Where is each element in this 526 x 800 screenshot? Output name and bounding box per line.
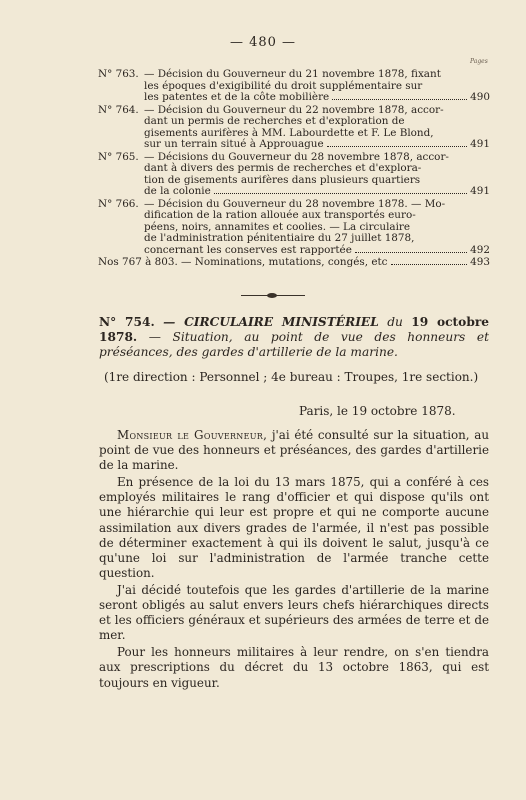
toc-entry-line: concernant les conserves est rapportée	[144, 243, 352, 256]
toc-entry-page: 491	[470, 185, 490, 197]
toc-entry-line: de l'administration pénitentiaire du 27 juillet 1878,	[144, 232, 415, 244]
toc-entry-page: 491	[470, 138, 490, 150]
circular-title: — CIRCULAIRE MINISTÉRIEL	[163, 315, 379, 329]
circular-subtitle: — Situation, au point de vue des honneurs et préséances, des gardes d'artillerie de la marine.	[99, 330, 489, 359]
toc-entry-page: 490	[470, 91, 490, 103]
page-number: — 480 —	[229, 35, 297, 50]
toc-entry-number: N° 764.	[98, 103, 139, 116]
body-paragraph: J'ai décidé toutefois que les gardes d'artillerie de la marine seront obligés au salut envers leurs chefs hiérarchiques directs et les officiers généraux et supérieurs des armées de terre et de mer.	[99, 582, 489, 643]
toc-entry-line: — Décisions du Gouverneur du 28 novembre 1878, accor-	[144, 150, 449, 163]
toc-entry-line: dant un permis de recherches et d'exploration de	[144, 115, 405, 127]
toc-entry-line: Nos 767 à 803. — Nominations, mutations, congés, etc	[98, 256, 388, 268]
circular-title-date: 19 octobre 1878.	[99, 315, 490, 344]
circular-body	[99, 428, 489, 693]
dot-leader	[332, 99, 467, 100]
toc-entry-line: dification de la ration allouée aux transportés euro-	[144, 209, 416, 221]
toc-entry-line: péens, noirs, annamites et coolies. — La circulaire	[144, 220, 411, 233]
toc-entry-line: sur un terrain situé à Approuague	[144, 138, 324, 150]
circular-title-du: du	[387, 315, 403, 329]
dot-leader	[391, 264, 468, 265]
toc-entry	[98, 105, 490, 151]
section-divider-ornament	[241, 295, 305, 296]
toc-entry-line: — Décision du Gouverneur du 22 novembre 1878, accor-	[144, 103, 444, 116]
body-paragraph: Pour les honneurs militaires à leur rendre, on s'en tiendra aux prescriptions du décret du 13 octobre 1863, qui est toujours en vigueur.	[99, 645, 489, 690]
table-of-contents	[98, 69, 490, 270]
toc-entry	[98, 199, 490, 257]
toc-entry-page: 493	[470, 256, 490, 268]
toc-entry-line: dant à divers des permis de recherches et d'explora-	[144, 162, 422, 174]
circular-number: N° 754.	[99, 315, 155, 329]
toc-entry-page: 492	[470, 243, 490, 256]
circular-place-date: Paris, le 19 octobre 1878.	[299, 404, 456, 418]
toc-entry-line: les patentes et de la côte mobilière	[144, 91, 330, 103]
dot-leader	[355, 252, 467, 253]
toc-entry-number: N° 766.	[98, 197, 139, 210]
toc-entry	[98, 257, 490, 269]
pages-column-label: Pages	[470, 58, 488, 65]
toc-entry	[98, 69, 490, 104]
toc-entry-line: tion de gisements aurifères dans plusieurs quartiers	[144, 173, 421, 186]
circular-heading	[99, 315, 489, 360]
toc-entry-number: N° 765.	[98, 150, 139, 163]
toc-entry-line: les époques d'exigibilité du droit supplémentaire sur	[144, 79, 423, 92]
toc-entry-line: — Décision du Gouverneur du 28 novembre 1878. — Mo-	[144, 197, 446, 210]
body-paragraph	[99, 428, 489, 473]
body-paragraph-text: j'ai été consulté sur la situation, au point de vue des honneurs et préséances, des gardes d'artillerie de la marine.	[99, 428, 489, 473]
toc-entry	[98, 152, 490, 198]
toc-entry-number: N° 763.	[98, 68, 139, 80]
body-paragraph: En présence de la loi du 13 mars 1875, qui a conféré à ces employés militaires le rang d'officier et qui dispose qu'ils ont une hiérarchie qui leur est propre et qui ne comporte aucune assimilation aux divers grades de l'armée, il n'est pas possible de déterminer exactement à qui ils doivent le salut, jusqu'à ce qu'une loi sur l'administration de l'armée tranche cette question.	[99, 475, 489, 580]
toc-entry-line: gisements aurifères à MM. Labourdette et F. Le Blond,	[144, 126, 434, 139]
toc-entry-line: de la colonie	[144, 185, 211, 197]
salutation: Monsieur le Gouverneur,	[117, 428, 268, 442]
dot-leader	[327, 146, 468, 147]
dot-leader	[214, 193, 467, 194]
toc-entry-line: — Décision du Gouverneur du 21 novembre 1878, fixant	[144, 68, 441, 80]
circular-direction: (1re direction : Personnel ; 4e bureau : Troupes, 1re section.)	[104, 370, 479, 384]
